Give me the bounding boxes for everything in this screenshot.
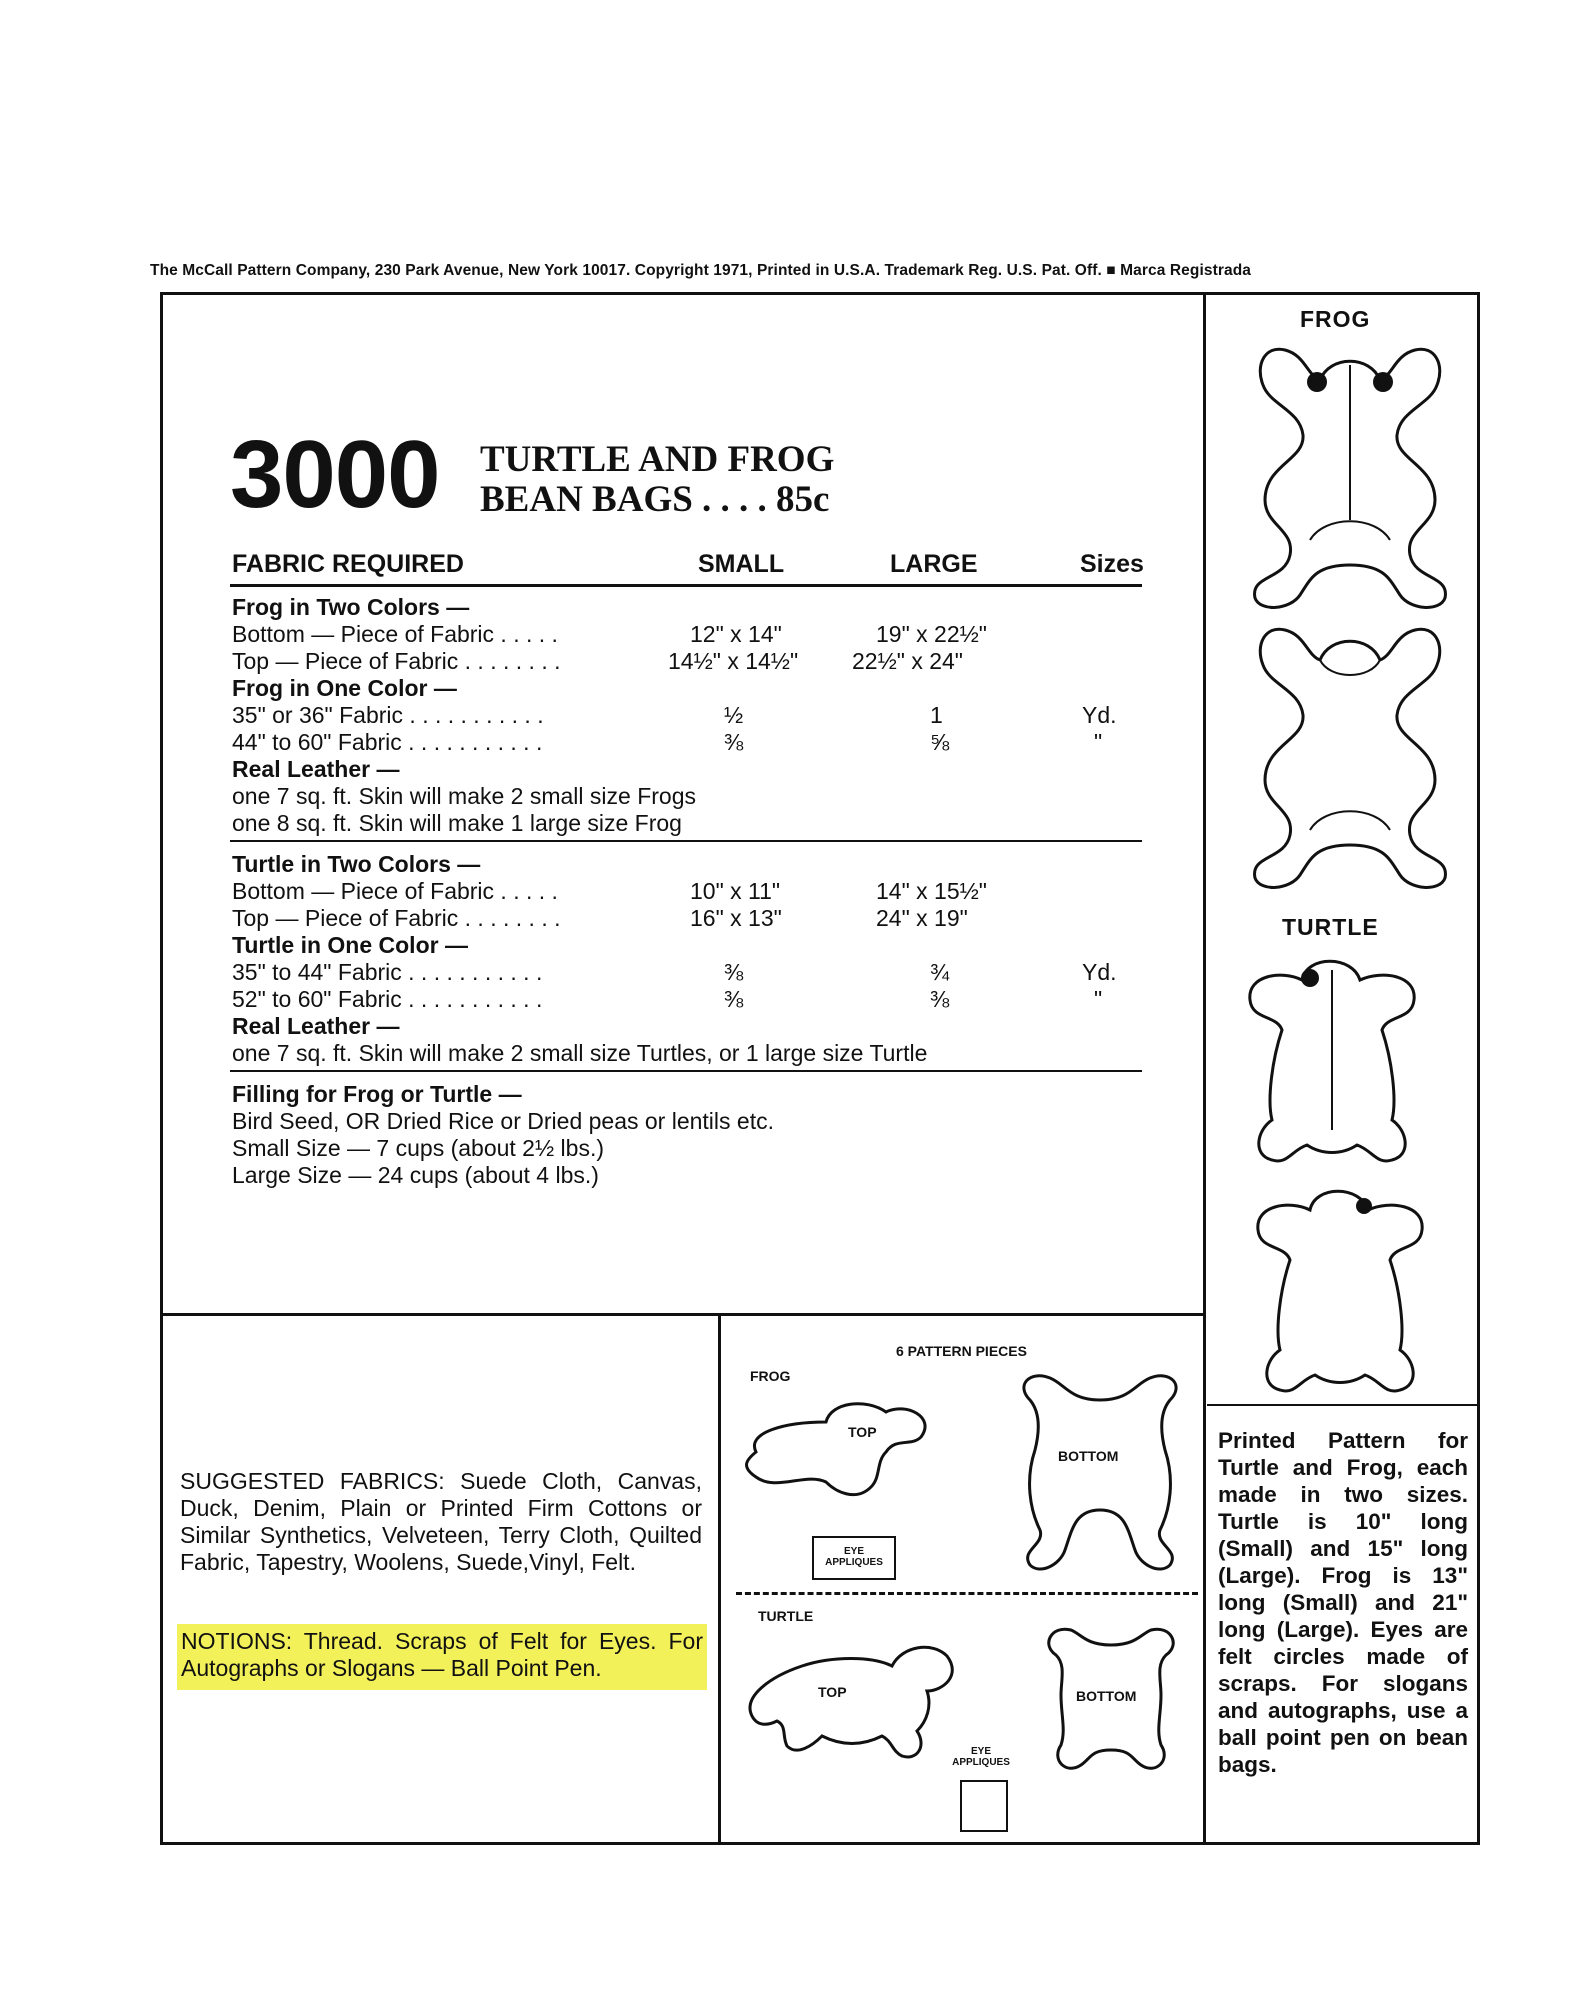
turtle-one-heading: Turtle in One Color — <box>232 932 468 958</box>
table-row <box>230 1039 1142 1066</box>
table-row <box>230 1134 1142 1161</box>
table-row <box>230 593 1142 620</box>
row-label: 44" to 60" Fabric . . . . . . . . . . . <box>232 729 543 755</box>
table-row <box>230 809 1142 836</box>
lower-column-divider <box>718 1313 721 1845</box>
turtle-bottom-label: BOTTOM <box>1076 1688 1137 1704</box>
copyright-line: The McCall Pattern Company, 230 Park Avenue, New York 10017. Copyright 1971, Printed in U.S.A. Trademark Reg. U.S. Pat. Off. ■ Marca Registrada <box>150 262 1251 279</box>
middle-divider <box>160 1313 1205 1316</box>
fabric-table <box>230 548 1142 1188</box>
turtle-eye-appliques-label: EYE APPLIQUES <box>952 1746 1010 1768</box>
row-small: 10" x 11" <box>690 878 781 904</box>
row-large: ⅜ <box>930 986 950 1012</box>
table-row <box>230 782 1142 809</box>
table-separator <box>230 1070 1142 1072</box>
row-label: 35" or 36" Fabric . . . . . . . . . . . <box>232 702 544 728</box>
filling-heading: Filling for Frog or Turtle — <box>232 1081 522 1107</box>
row-small: ⅜ <box>724 959 744 985</box>
row-label: Bottom — Piece of Fabric . . . . . <box>232 878 558 904</box>
row-large: 19" x 22½" <box>876 621 987 647</box>
row-large: 22½" x 24" <box>852 648 963 674</box>
table-header <box>230 548 1142 587</box>
header-large: LARGE <box>890 550 978 578</box>
pieces-divider <box>736 1592 1198 1595</box>
frog-bottom-illustration-icon <box>1245 620 1455 890</box>
row-large: ¾ <box>930 959 950 985</box>
row-small: ⅜ <box>724 729 744 755</box>
pattern-number: 3000 <box>230 421 440 528</box>
row-label: 52" to 60" Fabric . . . . . . . . . . . <box>232 986 543 1012</box>
turtle-eye-appliques-box <box>960 1780 1008 1832</box>
table-row <box>230 931 1142 958</box>
suggested-fabrics: SUGGESTED FABRICS: Suede Cloth, Canvas, Duck, Denim, Plain or Printed Firm Cottons or Similar Synthetics, Velveteen, Terry Cloth, Quilted Fabric, Tapestry, Woolens, Suede,Vinyl, Felt. <box>180 1468 702 1575</box>
header-sizes: Sizes <box>1080 550 1144 578</box>
row-small: ½ <box>724 702 744 728</box>
table-separator <box>230 840 1142 842</box>
frog-eye-appliques-box <box>812 1536 896 1580</box>
row-unit: " <box>1094 729 1103 755</box>
table-row <box>230 1161 1142 1188</box>
right-turtle-label: TURTLE <box>1282 914 1379 940</box>
row-unit: Yd. <box>1082 959 1117 985</box>
frog-leather-heading: Real Leather — <box>232 756 400 782</box>
row-large: 24" x 19" <box>876 905 968 931</box>
frog-top-illustration-icon <box>1245 340 1455 610</box>
row-label: Top — Piece of Fabric . . . . . . . . <box>232 648 561 674</box>
row-unit: " <box>1094 986 1103 1012</box>
row-text: one 8 sq. ft. Skin will make 1 large size Frog <box>232 810 682 836</box>
frog-bottom-piece-icon <box>1010 1370 1190 1570</box>
table-row <box>230 850 1142 877</box>
row-small: 14½" x 14½" <box>668 648 799 674</box>
pattern-pieces-title: 6 PATTERN PIECES <box>896 1343 1027 1359</box>
frog-top-piece-icon <box>736 1392 966 1512</box>
row-text: one 7 sq. ft. Skin will make 2 small size Turtles, or 1 large size Turtle <box>232 1040 928 1066</box>
turtle-two-heading: Turtle in Two Colors — <box>232 851 481 877</box>
frog-top-label: TOP <box>848 1424 877 1440</box>
row-label: 35" to 44" Fabric . . . . . . . . . . . <box>232 959 543 985</box>
row-label: Bottom — Piece of Fabric . . . . . <box>232 621 558 647</box>
table-row <box>230 1107 1142 1134</box>
turtle-bottom-illustration-icon <box>1240 1180 1440 1400</box>
table-row <box>230 904 1142 931</box>
row-small: ⅜ <box>724 986 744 1012</box>
right-description: Printed Pattern for Turtle and Frog, each made in two sizes. Turtle is 10" long (Small) and 15" long (Large). Frog is 13" long (Small) and 21" long (Large). Eyes are felt circles made of scraps. For slogans and autographs, use a ball point pen on bean bags. <box>1218 1428 1468 1777</box>
pieces-turtle-label: TURTLE <box>758 1608 814 1624</box>
row-unit: Yd. <box>1082 702 1117 728</box>
description-box-divider <box>1207 1404 1477 1406</box>
row-large: 14" x 15½" <box>876 878 987 904</box>
table-row <box>230 1080 1142 1107</box>
turtle-top-label: TOP <box>818 1684 847 1700</box>
right-column-divider <box>1203 292 1206 1845</box>
frog-two-heading: Frog in Two Colors — <box>232 594 470 620</box>
row-text: Small Size — 7 cups (about 2½ lbs.) <box>232 1135 604 1161</box>
frog-eye-appliques-label: EYE APPLIQUES <box>825 1546 883 1568</box>
row-small: 16" x 13" <box>690 905 782 931</box>
table-row <box>230 701 1142 728</box>
notions-text: NOTIONS: Thread. Scraps of Felt for Eyes. For Autographs or Slogans — Ball Point Pen. <box>181 1628 703 1681</box>
right-frog-label: FROG <box>1300 306 1371 332</box>
header-fabric-required: FABRIC REQUIRED <box>232 550 464 578</box>
table-row <box>230 1012 1142 1039</box>
pattern-title <box>480 440 834 520</box>
row-text: Large Size — 24 cups (about 4 lbs.) <box>232 1162 599 1188</box>
table-row <box>230 647 1142 674</box>
row-text: one 7 sq. ft. Skin will make 2 small size Frogs <box>232 783 696 809</box>
table-row <box>230 985 1142 1012</box>
frog-bottom-label: BOTTOM <box>1058 1448 1119 1464</box>
frog-one-heading: Frog in One Color — <box>232 675 457 701</box>
pieces-frog-label: FROG <box>750 1368 791 1384</box>
table-row <box>230 755 1142 782</box>
row-large: 1 <box>930 702 943 728</box>
row-large: ⅝ <box>930 729 950 755</box>
row-small: 12" x 14" <box>690 621 782 647</box>
row-text: Bird Seed, OR Dried Rice or Dried peas or lentils etc. <box>232 1108 774 1134</box>
notions-highlight <box>177 1624 707 1690</box>
header-small: SMALL <box>698 550 785 578</box>
turtle-top-piece-icon <box>742 1636 962 1766</box>
turtle-leather-heading: Real Leather — <box>232 1013 400 1039</box>
table-row <box>230 620 1142 647</box>
table-row <box>230 728 1142 755</box>
table-row <box>230 877 1142 904</box>
row-label: Top — Piece of Fabric . . . . . . . . <box>232 905 561 931</box>
turtle-top-illustration-icon <box>1232 950 1432 1170</box>
table-row <box>230 674 1142 701</box>
title-line-1: TURTLE AND FROG <box>480 439 835 480</box>
title-line-2: BEAN BAGS . . . . 85c <box>480 479 830 520</box>
table-row <box>230 958 1142 985</box>
